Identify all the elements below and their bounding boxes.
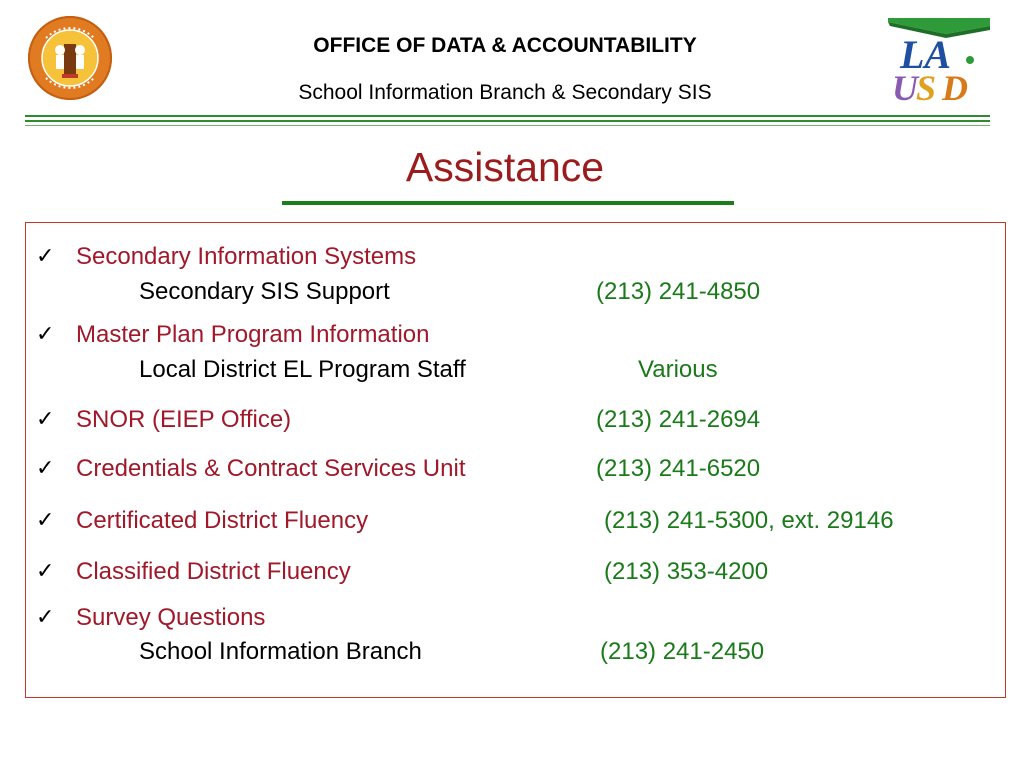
header-rule-middle xyxy=(25,120,990,122)
item-label: SNOR (EIEP Office) xyxy=(76,406,292,433)
item-phone: (213) 241-2450 xyxy=(600,638,765,665)
checkmark-icon: ✓ xyxy=(36,243,55,268)
checkmark-icon: ✓ xyxy=(36,455,55,480)
svg-text:S: S xyxy=(916,68,937,106)
header-title: OFFICE OF DATA & ACCOUNTABILITY xyxy=(313,34,697,57)
title-underline xyxy=(282,201,734,205)
lausd-logo-icon xyxy=(886,16,996,106)
svg-text:D: D xyxy=(942,68,968,106)
checkmark-icon: ✓ xyxy=(36,321,55,346)
checkmark-icon: ✓ xyxy=(36,604,55,629)
header-subtitle: School Information Branch & Secondary SIS xyxy=(298,81,712,104)
item-label: Credentials & Contract Services Unit xyxy=(76,455,466,482)
item-label: Classified District Fluency xyxy=(76,558,351,585)
item-phone: Various xyxy=(638,356,718,383)
assistance-list xyxy=(25,222,1006,698)
item-sub-label: Local District EL Program Staff xyxy=(139,356,466,383)
item-phone: (213) 241-2694 xyxy=(596,406,761,433)
item-label: Master Plan Program Information xyxy=(76,321,430,348)
header-rule-bottom xyxy=(25,125,990,126)
item-sub-label: School Information Branch xyxy=(139,638,422,665)
page-title: Assistance xyxy=(405,144,605,190)
item-sub-label: Secondary SIS Support xyxy=(139,278,390,305)
header-rule-top xyxy=(25,115,990,117)
checkmark-icon: ✓ xyxy=(36,507,55,532)
item-phone: (213) 241-5300, ext. 29146 xyxy=(604,507,894,534)
item-phone: (213) 353-4200 xyxy=(604,558,769,585)
item-label: Survey Questions xyxy=(76,604,266,631)
svg-text:LA: LA xyxy=(900,32,952,77)
svg-text:U: U xyxy=(892,68,918,106)
checkmark-icon: ✓ xyxy=(36,406,55,431)
item-label: Certificated District Fluency xyxy=(76,507,369,534)
item-phone: (213) 241-6520 xyxy=(596,455,761,482)
checkmark-icon: ✓ xyxy=(36,558,55,583)
item-label: Secondary Information Systems xyxy=(76,243,417,270)
item-phone: (213) 241-4850 xyxy=(596,278,761,305)
